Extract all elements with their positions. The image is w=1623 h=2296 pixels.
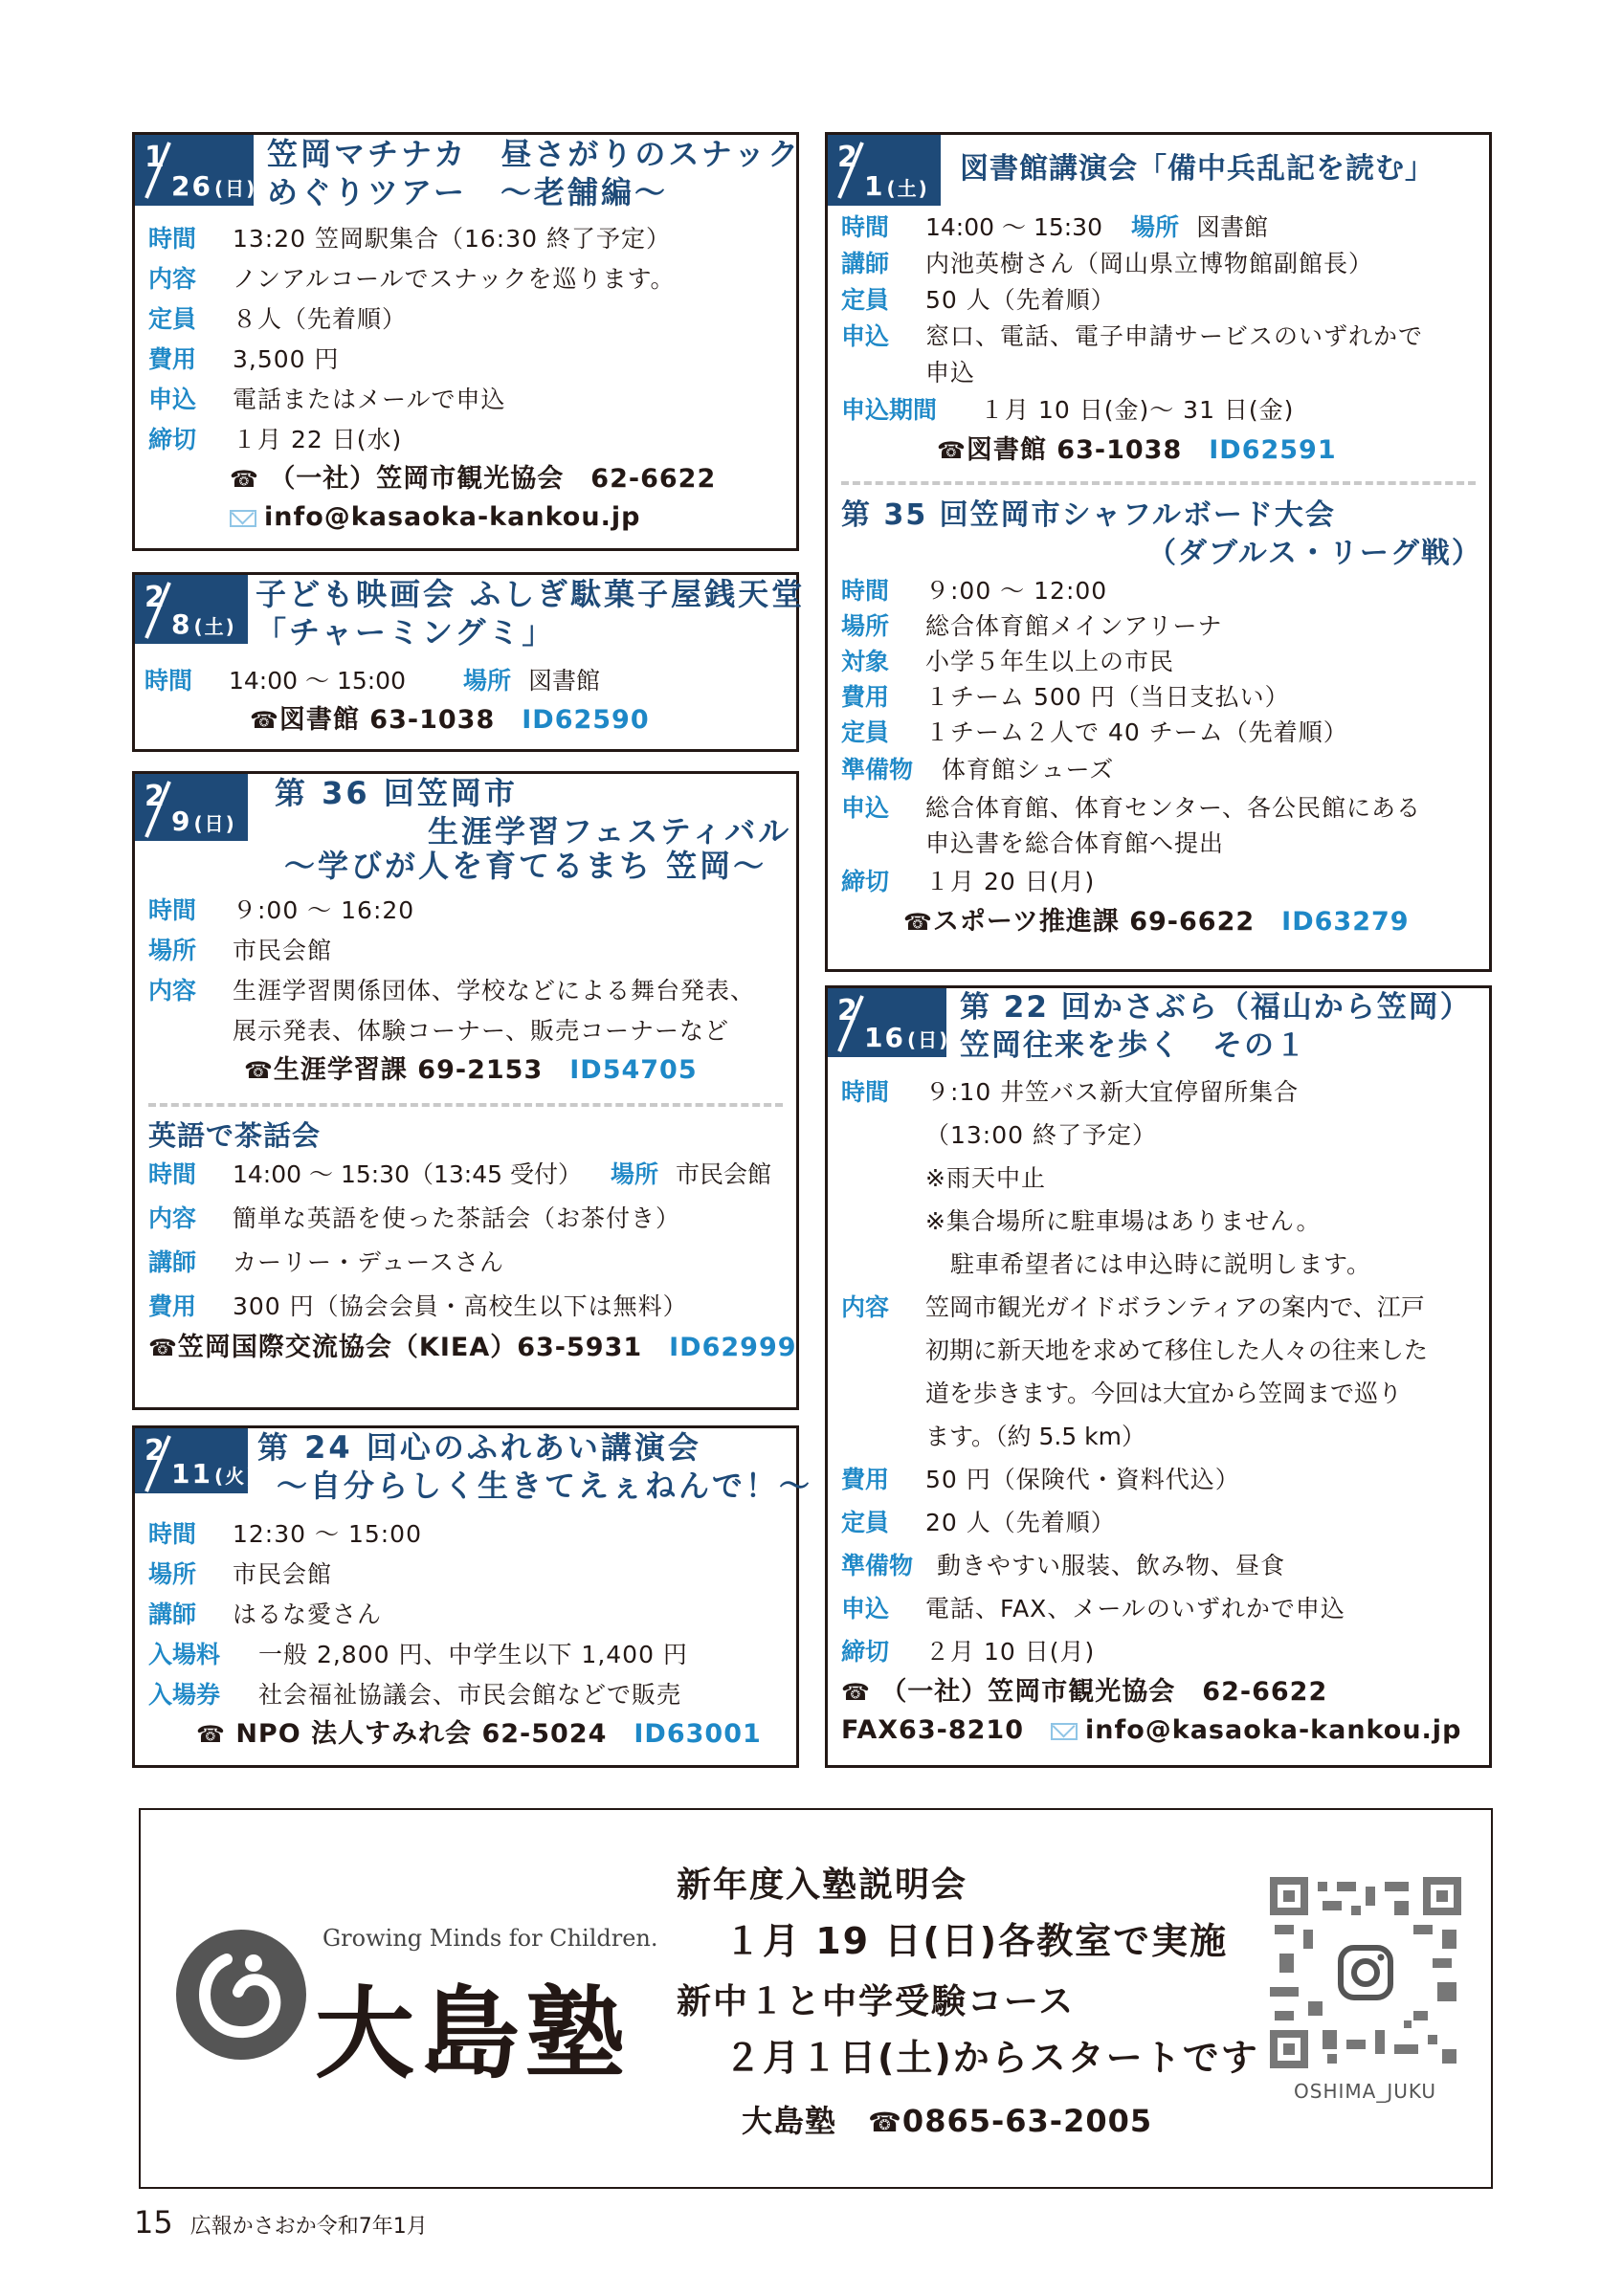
fax-email-line: [841, 1711, 1476, 1750]
detail-row: 時間 ９:10 井笠バス新大宜停留所集合 （13:00 終了予定） ※雨天中止 ※集合場所に駐車場はありません。 駐車希望者には申込時に説明します。: [841, 1078, 1372, 1278]
page-footer: [134, 2204, 428, 2241]
event-details: [828, 1071, 1489, 1750]
detail-row: 申込期間 １月 10 日(金)～ 31 日(金): [841, 396, 1295, 424]
date-badge: [135, 774, 248, 841]
date-day: 11 (火): [171, 1458, 257, 1490]
detail-row: 時間 13:20 笠岡駅集合（16:30 終了予定）: [148, 225, 671, 253]
divider: [841, 481, 1476, 485]
phone-icon: ☎: [937, 437, 967, 464]
date-month: 2: [837, 141, 857, 174]
ad-headline: 新年度入塾説明会: [677, 1866, 968, 1905]
event-box-kasabura-walk: [825, 985, 1492, 1768]
ad-contact: 大島塾 ☎0865-63-2005: [742, 2103, 1153, 2139]
event-title: 第 35 回笠岡市シャフルボード大会 （ダブルス・リーグ戦）: [841, 498, 1482, 570]
date-month: 1: [145, 141, 165, 174]
contact-line: ☎ NPO 法人すみれ会 62-5024 ID63001: [148, 1715, 783, 1754]
detail-row: 内容 ノンアルコールでスナックを巡ります。: [148, 265, 676, 293]
event-details: [135, 219, 796, 537]
event-box-lifelong-learning: [132, 771, 799, 1410]
advertisement-oshima-juku: [139, 1808, 1493, 2189]
phone-icon: ☎: [250, 707, 279, 734]
email-address: info@kasaoka-kankou.jp: [264, 502, 641, 532]
detail-row: 対象 小学５年生以上の市民: [841, 648, 1175, 675]
event-details: [828, 210, 1489, 472]
ad-course: 新中１と中学受験コース: [677, 1982, 1076, 2021]
detail-row: 入場券 社会福祉協議会、市民会館などで販売: [148, 1681, 682, 1709]
detail-row: 内容 簡単な英語を使った茶話会（お茶付き）: [148, 1204, 681, 1232]
ad-start-date: ２月１日(土)からスタートです: [724, 2037, 1259, 2079]
event-title: 第 22 回かさぶら（福山から笠岡） 笠岡往来を歩く その１: [960, 990, 1472, 1063]
ad-tagline: Growing Minds for Children.: [322, 1925, 658, 1952]
date-day: 26 (日): [171, 170, 257, 202]
event-details: [135, 891, 796, 1090]
contact-line: ☎スポーツ推進課 69-6622 ID63279: [841, 903, 1476, 941]
contact-line: ☎図書館 63-1038 ID62591: [841, 430, 1476, 472]
contact-line: ☎生涯学習課 69-2153 ID54705: [148, 1051, 783, 1090]
date-month: 2: [837, 994, 857, 1027]
date-badge: [135, 575, 248, 644]
email-address: info@kasaoka-kankou.jp: [1084, 1715, 1462, 1745]
contact-line: ☎ （一社）笠岡市観光協会 62-6622: [841, 1673, 1476, 1711]
date-badge: [828, 135, 941, 206]
date-day: 1 (土): [864, 170, 929, 202]
date-month: 2: [145, 780, 165, 813]
detail-row: 費用 300 円（協会会員・高校生以下は無料）: [148, 1292, 688, 1320]
detail-row: 費用 50 円（保険代・資料代込）: [841, 1466, 1240, 1493]
phone-icon: ☎: [196, 1721, 226, 1748]
date-day: 9 (日): [171, 806, 236, 837]
event-title: 第 24 回心のふれあい講演会 ～自分らしく生きてえぇねんで！～: [257, 1429, 813, 1504]
detail-row: 締切 ２月 10 日(月): [841, 1638, 1096, 1666]
event-details: [135, 661, 796, 740]
contact-line: ☎図書館 63-1038 ID62590: [145, 701, 783, 740]
event-details-english-tea: [135, 1118, 796, 1367]
detail-row: 場所 市民会館: [148, 937, 333, 964]
detail-row: 場所 総合体育館メインアリーナ: [841, 612, 1223, 640]
detail-row: 定員 ８人（先着順）: [148, 305, 408, 333]
qr-code: [1270, 1877, 1461, 2068]
event-title: 図書館講演会「備中兵乱記を読む」: [960, 152, 1434, 186]
date-badge: [828, 988, 950, 1057]
event-box-lecture: [132, 1425, 813, 1768]
contact-line: ☎ （一社）笠岡市観光協会 62-6622: [148, 460, 783, 498]
event-box-library-lecture: [825, 132, 1492, 972]
publication-name: 広報かさおか令和7年1月: [189, 2215, 428, 2239]
detail-row: 場所 市民会館: [148, 1560, 333, 1588]
id-code: ID63279: [1281, 907, 1410, 937]
ad-briefing-date: １月 19 日(日)各教室で実施: [724, 1920, 1229, 1962]
id-code: ID54705: [569, 1055, 698, 1085]
id-code: ID62591: [1209, 435, 1337, 465]
detail-row: 定員 １チーム２人で 40 チーム（先着順）: [841, 718, 1348, 746]
email-line: [148, 498, 783, 537]
phone-icon: ☎: [148, 1335, 178, 1361]
detail-row: 時間 14:00 ～ 15:30 場所 図書館: [841, 213, 1269, 241]
date-month: 2: [145, 1434, 165, 1468]
event-title: 笠岡マチナカ 昼さがりのスナック めぐりツアー ～老舗編～: [267, 136, 802, 210]
phone-icon: ☎: [903, 909, 933, 936]
event-title: 英語で茶話会: [148, 1119, 322, 1152]
detail-row: 時間 14:00 ～ 15:30（13:45 受付） 場所 市民会館: [148, 1160, 772, 1188]
event-header: [135, 774, 796, 850]
detail-row: 時間 14:00 ～ 15:00 場所 図書館: [145, 667, 601, 695]
event-header: [135, 575, 806, 651]
detail-row: 準備物 体育館シューズ: [841, 756, 1115, 784]
contact-line: ☎笠岡国際交流協会（KIEA）63-5931 ID62999: [148, 1329, 783, 1367]
detail-row: 講師 はるな愛さん: [148, 1601, 383, 1628]
event-header: [135, 135, 802, 211]
mail-icon: [230, 510, 256, 527]
detail-row: 準備物 動きやすい服装、飲み物、昼食: [841, 1552, 1286, 1579]
fax-number: FAX63-8210: [841, 1715, 1024, 1745]
date-day: 16 (日): [864, 1022, 950, 1053]
detail-row: 時間 ９:00 ～ 12:00: [841, 577, 1108, 605]
oshima-juku-logo: [169, 1923, 313, 2066]
detail-row: 講師 内池英樹さん（岡山県立博物館副館長）: [841, 250, 1374, 277]
id-code: ID62999: [669, 1333, 797, 1362]
event-details: [135, 1514, 796, 1754]
date-badge: [135, 1428, 257, 1493]
qr-caption: OSHIMA_JUKU: [1294, 2080, 1437, 2103]
event-box-kids-movie: [132, 572, 806, 752]
event-header: [828, 988, 1489, 1065]
phone-icon: ☎: [230, 466, 259, 493]
detail-row: 費用 3,500 円: [148, 345, 340, 373]
mail-icon: [1051, 1723, 1078, 1740]
date-month: 2: [145, 581, 165, 614]
detail-row: 講師 カーリー・デュースさん: [148, 1248, 505, 1276]
detail-row: 締切 １月 20 日(月): [841, 868, 1096, 895]
detail-row: 申込 電話またはメールで申込: [148, 386, 506, 413]
event-header: [135, 1428, 813, 1505]
event-title: 子ども映画会 ふしぎ駄菓子屋銭天堂 「チャーミングミ」: [256, 576, 806, 651]
phone-icon: ☎: [244, 1057, 274, 1084]
phone-icon: ☎: [841, 1679, 871, 1706]
detail-row: 定員 50 人（先着順）: [841, 286, 1116, 314]
page-number: 15: [134, 2204, 173, 2241]
divider: [148, 1103, 783, 1107]
date-badge: [135, 135, 257, 206]
event-subtitle: ～学びが人を育てるまち 笠岡～: [284, 848, 767, 884]
detail-row: 定員 20 人（先着順）: [841, 1509, 1116, 1536]
detail-row: 申込 窓口、電話、電子申請サービスのいずれかで 申込: [841, 322, 1424, 386]
id-code: ID63001: [634, 1719, 762, 1749]
id-code: ID62590: [522, 705, 650, 735]
detail-row: 申込 総合体育館、体育センター、各公民館にある 申込書を総合体育館へ提出: [841, 794, 1422, 857]
detail-row: 時間 12:30 ～ 15:00: [148, 1520, 422, 1548]
event-details-shuffleboard: [828, 497, 1489, 941]
detail-row: 締切 １月 22 日(水): [148, 426, 403, 453]
detail-row: 入場料 一般 2,800 円、中学生以下 1,400 円: [148, 1641, 688, 1668]
event-box-snack-tour: [132, 132, 802, 551]
detail-row: 費用 １チーム 500 円（当日支払い）: [841, 683, 1290, 711]
detail-row: 申込 電話、FAX、メールのいずれかで申込: [841, 1595, 1345, 1623]
detail-row: 内容 笠岡市観光ガイドボランティアの案内で、江戸 初期に新天地を求めて移住した人々の往来した 道を歩きます。今回は大宜から笠岡まで巡り ます。（約 5.5 km）: [841, 1293, 1429, 1450]
detail-row: 内容 生涯学習関係団体、学校などによる舞台発表、 展示発表、体験コーナー、販売コーナーなど: [148, 977, 756, 1045]
event-title: 第 36 回笠岡市 生涯学習フェスティバル: [275, 775, 792, 850]
detail-row: 時間 ９:00 ～ 16:20: [148, 896, 415, 924]
event-header: [828, 135, 1489, 206]
ad-logo-text: 大島塾: [315, 1976, 632, 2092]
date-day: 8 (土): [171, 608, 236, 640]
phone-icon: ☎: [868, 2107, 902, 2138]
